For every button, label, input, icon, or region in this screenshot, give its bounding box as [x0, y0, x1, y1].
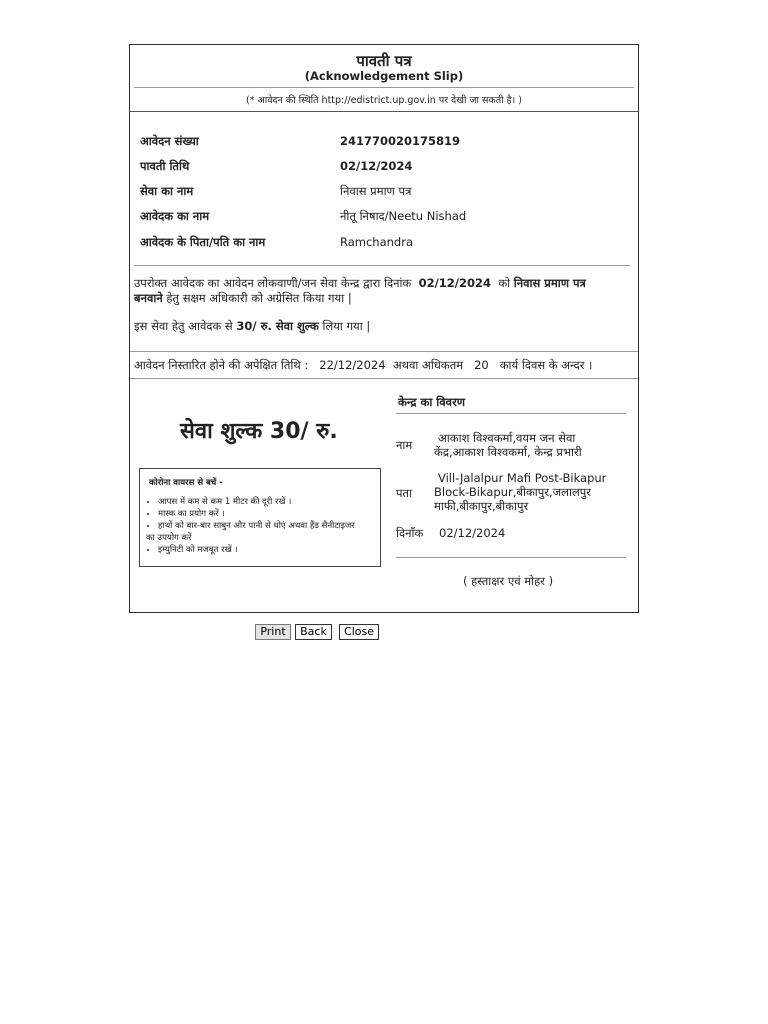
signature-seal: ( हस्ताक्षर एवं मोहर ) — [463, 574, 554, 588]
corona-list — [146, 497, 388, 557]
fee-paragraph — [134, 319, 634, 334]
disposal-text-2: अथवा अधिकतम — [392, 358, 464, 372]
back-button[interactable]: Back — [295, 624, 332, 640]
fee-text-1: इस सेवा हेतु आवेदक से — [134, 319, 233, 333]
status-note: (* आवेदन की स्थिति http://edistrict.up.gov.in पर देखी जा सकती है। ) — [246, 95, 522, 106]
corona-item: • आपस में कम से कम 1 मीटर की दूरी रखें । — [158, 497, 388, 508]
receipt-date-value: 02/12/2024 — [340, 159, 413, 173]
corona-advisory-box — [139, 468, 381, 567]
fee-text-2: लिया गया | — [322, 319, 371, 333]
disposal-text-3: कार्य दिवस के अन्दर । — [499, 358, 593, 372]
centre-name-line: आकाश विश्वकर्मा,वयम जन सेवा — [438, 431, 576, 445]
corona-heading: कोरोना वायरस से बचें - — [149, 478, 223, 488]
centre-name-label: नाम — [396, 438, 413, 452]
application-number-label: आवेदन संख्या — [140, 134, 199, 148]
receipt-date-label: पावती तिथि — [140, 159, 190, 173]
fee-amount: 30/ रु. सेवा शुल्क — [236, 319, 319, 333]
centre-details-title: केन्द्र का विवरण — [398, 395, 466, 409]
forward-date: 02/12/2024 — [418, 276, 491, 290]
forward-text-1: उपरोक्त आवेदक का आवेदन लोकवाणी/जन सेवा केन्द्र द्वारा दिनांक — [134, 276, 412, 290]
centre-date-label: दिनाँक — [396, 526, 424, 540]
centre-address-value — [434, 471, 628, 513]
centre-address-line: Block-Bikapur,बीकापुर,जलालपुर — [434, 485, 591, 499]
centre-address-label: पता — [396, 486, 413, 500]
disposal-days: 20 — [474, 358, 489, 372]
corona-item: का उपयोग करें — [146, 533, 192, 543]
disposal-text-1: आवेदन निस्तारित होने की अपेक्षित तिथि : — [134, 358, 309, 372]
divider — [396, 413, 626, 414]
centre-address-line: माफी,बीकापुर,बीकापुर — [434, 499, 529, 513]
divider — [130, 351, 638, 352]
applicant-name-value: नीतू निषाद/Neetu Nishad — [340, 209, 467, 223]
applicant-name-label: आवेदक का नाम — [140, 209, 210, 223]
corona-item: • मास्क का प्रयोग करें । — [158, 509, 388, 520]
slip-title: पावती पत्र — [356, 52, 412, 70]
centre-address-line: Vill-Jalalpur Mafi Post-Bikapur — [438, 471, 607, 485]
service-name-label: सेवा का नाम — [140, 184, 194, 198]
close-button[interactable]: Close — [339, 624, 379, 640]
forward-service-1: निवास प्रमाण पत्र — [513, 276, 586, 290]
corona-item: • इम्युनिटी को मजबूत रखें । — [158, 545, 388, 556]
forward-text-2: को — [498, 276, 511, 290]
divider — [134, 87, 634, 88]
acknowledgement-slip — [129, 44, 639, 613]
corona-item: • हाथों को बार-बार साबुन और पानी से धोएं अथवा हैंड सैनीटाइजर — [158, 521, 388, 532]
slip-subtitle: (Acknowledgement Slip) — [304, 69, 464, 83]
father-name-label: आवेदक के पिता/पति का नाम — [140, 235, 266, 249]
service-name-value: निवास प्रमाण पत्र — [340, 184, 412, 198]
centre-date-value: 02/12/2024 — [439, 526, 506, 540]
divider — [130, 378, 638, 379]
disposal-paragraph — [134, 358, 634, 373]
disposal-date: 22/12/2024 — [319, 358, 386, 372]
divider — [134, 265, 630, 266]
print-button[interactable]: Print — [255, 624, 291, 640]
divider — [396, 557, 626, 558]
divider — [130, 111, 638, 112]
forward-service-2: बनवाने — [134, 291, 163, 305]
father-name-value: Ramchandra — [340, 235, 414, 249]
application-number-value: 241770020175819 — [340, 134, 461, 148]
forward-text-3: हेतु सक्षम अधिकारी को अग्रेसित किया गया | — [166, 291, 352, 305]
centre-name-line: केंद्र,आकाश विश्वकर्मा, केन्द्र प्रभारी — [434, 445, 582, 459]
centre-name-value — [434, 431, 628, 459]
forwarding-paragraph — [134, 276, 634, 306]
fee-heading: सेवा शुल्क 30/ रु. — [180, 419, 338, 444]
